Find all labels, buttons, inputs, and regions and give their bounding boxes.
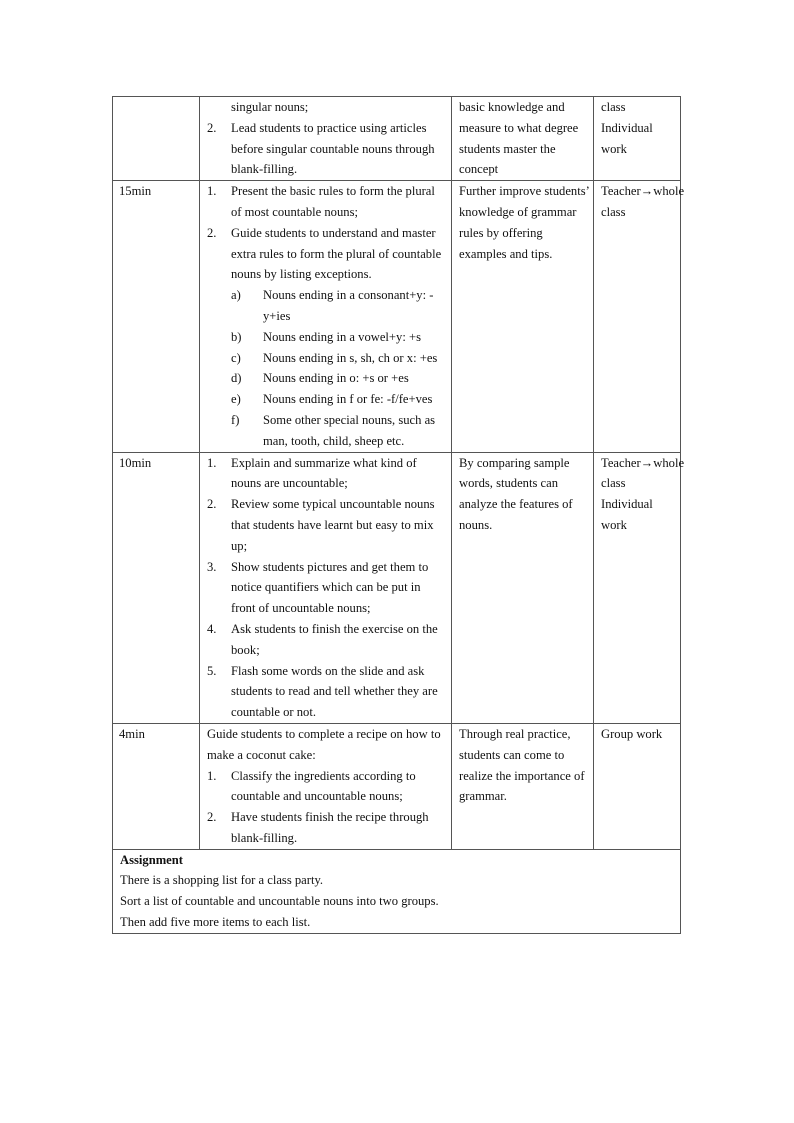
steps-cell bbox=[200, 452, 452, 723]
purpose-cell: basic knowledge and measure to what degree students master the concept bbox=[452, 97, 594, 181]
step-number bbox=[207, 97, 231, 118]
sub-label: a) bbox=[231, 288, 241, 303]
steps-cell bbox=[200, 97, 452, 181]
table-row bbox=[113, 452, 681, 723]
step-number: 2. bbox=[207, 120, 217, 135]
purpose-cell: By comparing sample words, students can analyze the features of nouns. bbox=[452, 452, 594, 723]
step-text: Show students pictures and get them to notice quantifiers which can be put in front of uncountable nouns; bbox=[231, 559, 429, 616]
mode-line: Teacher→whole class bbox=[601, 455, 685, 491]
assignment-title: Assignment bbox=[120, 852, 183, 867]
step-number: 2. bbox=[207, 225, 217, 240]
time-cell: 10min bbox=[113, 452, 200, 723]
table-row bbox=[113, 849, 681, 933]
sub-list-item bbox=[207, 348, 447, 369]
sub-list-item bbox=[207, 368, 447, 389]
step-number: 1. bbox=[207, 184, 217, 199]
mode-cell bbox=[594, 723, 681, 849]
sub-label: d) bbox=[231, 371, 242, 386]
list-item bbox=[207, 118, 447, 180]
sub-text: Nouns ending in o: +s or +es bbox=[263, 371, 409, 386]
list-item bbox=[207, 453, 447, 495]
step-number: 5. bbox=[207, 663, 217, 678]
step-number: 3. bbox=[207, 559, 217, 574]
sub-list-item bbox=[207, 285, 447, 327]
step-text: Have students finish the recipe through blank-filling. bbox=[231, 810, 429, 845]
time-cell: 4min bbox=[113, 723, 200, 849]
mode-line: Individual work bbox=[601, 120, 653, 156]
step-text: Explain and summarize what kind of nouns are uncountable; bbox=[231, 455, 417, 491]
lesson-plan-table bbox=[112, 96, 685, 934]
sub-label: f) bbox=[231, 412, 240, 427]
mode-cell bbox=[594, 97, 681, 181]
step-number: 1. bbox=[207, 768, 217, 783]
sub-list-item bbox=[207, 389, 447, 410]
list-item bbox=[207, 181, 447, 223]
sub-text: Nouns ending in a vowel+y: +s bbox=[263, 329, 421, 344]
step-number: 1. bbox=[207, 455, 217, 470]
step-text: singular nouns; bbox=[231, 100, 309, 114]
sub-list-item bbox=[207, 410, 447, 452]
step-text: Guide students to understand and master extra rules to form the plural of countable nouns by listing exceptions. bbox=[231, 225, 442, 282]
steps-cell bbox=[200, 181, 452, 452]
sub-label: c) bbox=[231, 350, 241, 365]
mode-line: class bbox=[601, 100, 626, 114]
sub-text: Some other special nouns, such as man, tooth, child, sheep etc. bbox=[263, 412, 436, 448]
table-row bbox=[113, 97, 681, 181]
mode-cell bbox=[594, 181, 685, 452]
table-row bbox=[113, 723, 681, 849]
time-cell bbox=[113, 97, 200, 181]
sub-list-item bbox=[207, 327, 447, 348]
list-item bbox=[207, 223, 447, 285]
step-number: 2. bbox=[207, 810, 217, 825]
step-text: Present the basic rules to form the plural of most countable nouns; bbox=[231, 184, 435, 219]
time-cell: 15min bbox=[113, 181, 200, 452]
purpose-cell: Further improve students’ knowledge of grammar rules by offering examples and tips. bbox=[452, 181, 594, 452]
table-row bbox=[113, 181, 681, 452]
step-number: 4. bbox=[207, 621, 217, 636]
step-text: Lead students to practice using articles before singular countable nouns through blank-filling. bbox=[231, 120, 435, 177]
purpose-cell: Through real practice, students can come to realize the importance of grammar. bbox=[452, 723, 594, 849]
step-text: Classify the ingredients according to countable and uncountable nouns; bbox=[231, 768, 416, 804]
sub-label: e) bbox=[231, 392, 241, 407]
list-item bbox=[207, 619, 447, 661]
list-item bbox=[207, 807, 447, 849]
step-text: Review some typical uncountable nouns that students have learnt but easy to mix up; bbox=[231, 497, 435, 553]
list-item bbox=[207, 766, 447, 808]
steps-cell bbox=[200, 723, 452, 849]
mode-line: Group work bbox=[601, 726, 663, 741]
sub-label: b) bbox=[231, 329, 242, 344]
list-item bbox=[207, 661, 447, 723]
sub-text: Nouns ending in a consonant+y: -y+ies bbox=[263, 288, 434, 323]
mode-line: Individual work bbox=[601, 497, 653, 532]
mode-cell bbox=[594, 452, 685, 723]
sub-text: Nouns ending in s, sh, ch or x: +es bbox=[263, 350, 438, 365]
list-item bbox=[207, 494, 447, 556]
assignment-cell bbox=[113, 849, 681, 933]
step-number: 2. bbox=[207, 497, 217, 512]
list-item bbox=[207, 557, 447, 619]
assignment-line: There is a shopping list for a class party. bbox=[120, 873, 324, 888]
mode-line: Teacher→whole class bbox=[601, 184, 685, 219]
step-text: Flash some words on the slide and ask students to read and tell whether they are countable or not. bbox=[231, 663, 438, 720]
assignment-line: Then add five more items to each list. bbox=[120, 915, 311, 930]
sub-text: Nouns ending in f or fe: -f/fe+ves bbox=[263, 392, 433, 407]
steps-intro: Guide students to complete a recipe on how to make a coconut cake: bbox=[207, 726, 441, 762]
assignment-line: Sort a list of countable and uncountable nouns into two groups. bbox=[120, 894, 439, 909]
step-text: Ask students to finish the exercise on the book; bbox=[231, 621, 438, 657]
list-item bbox=[207, 97, 447, 118]
